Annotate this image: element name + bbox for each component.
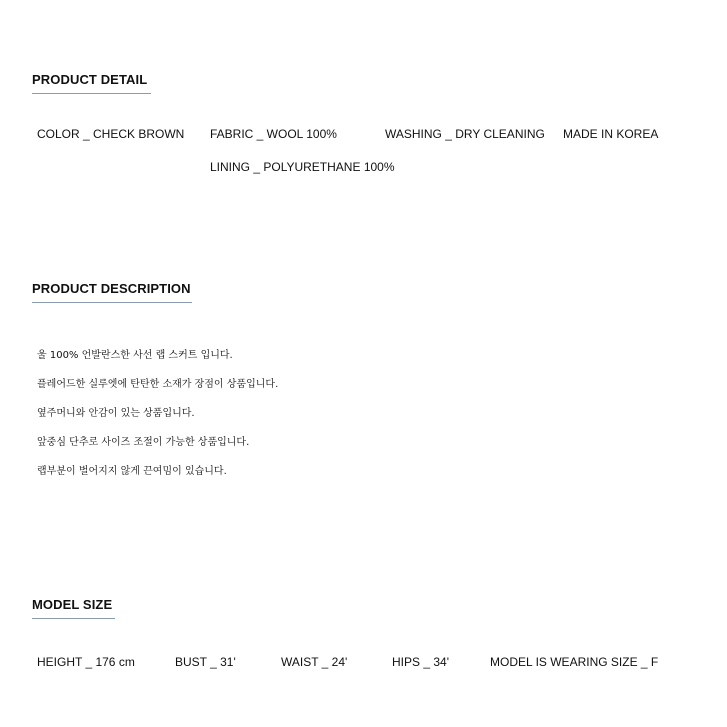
detail-color: COLOR _ CHECK BROWN (37, 127, 185, 141)
product-detail-title: PRODUCT DETAIL (32, 72, 148, 87)
product-detail-underline (32, 93, 151, 94)
model-size-title: MODEL SIZE (32, 597, 113, 612)
description-line-1: 울 100% 언발란스한 사선 랩 스커트 입니다. (37, 350, 233, 361)
detail-fabric: FABRIC _ WOOL 100% (210, 127, 337, 141)
detail-made-in: MADE IN KOREA (563, 127, 659, 141)
description-line-2: 플레어드한 실루엣에 탄탄한 소재가 장점이 상품입니다. (37, 379, 279, 390)
model-hips: HIPS _ 34' (392, 655, 449, 669)
model-bust: BUST _ 31' (175, 655, 236, 669)
description-line-3: 옆주머니와 안감이 있는 상품입니다. (37, 408, 195, 419)
product-description-underline (32, 302, 192, 303)
model-size-underline (32, 618, 115, 619)
detail-lining: LINING _ POLYURETHANE 100% (210, 160, 395, 174)
description-line-4: 앞중심 단추로 사이즈 조절이 가능한 상품입니다. (37, 437, 250, 448)
model-height: HEIGHT _ 176 cm (37, 655, 135, 669)
model-wearing-size: MODEL IS WEARING SIZE _ F (490, 655, 659, 669)
detail-washing: WASHING _ DRY CLEANING (385, 127, 545, 141)
description-line-5: 랩부분이 벌어지지 않게 끈여밈이 있습니다. (37, 466, 227, 477)
product-description-title: PRODUCT DESCRIPTION (32, 281, 191, 296)
model-waist: WAIST _ 24' (281, 655, 348, 669)
